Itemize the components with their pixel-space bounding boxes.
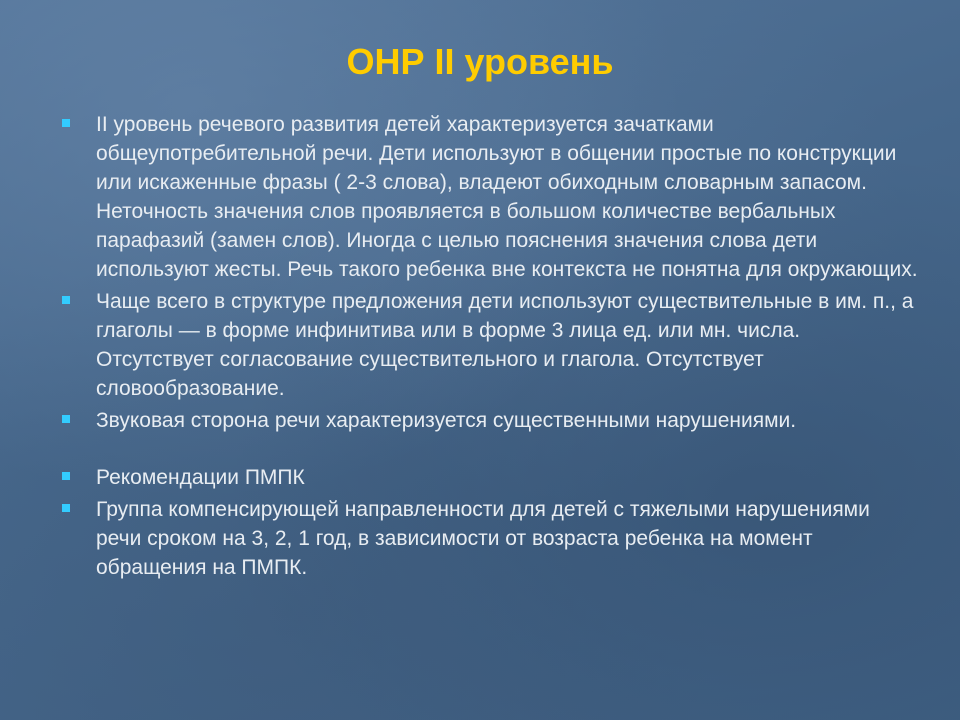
- square-bullet-icon: [62, 415, 70, 423]
- slide-title: ОНР II уровень: [346, 41, 614, 82]
- bullet-text: Группа компенсирующей направленности для детей с тяжелыми нарушениями речи сроком на 3, 2, 1 год, в зависимости от возраста ребенка на момент обращения на ПМПК.: [96, 498, 870, 579]
- bullet-text: II уровень речевого развития детей характеризуется зачатками общеупотребительной речи. Дети используют в общении простые по конструкции или искаженные фразы ( 2-3 слова), владеют обиходным словарным запасом. Неточность значения слов проявляется в большом количестве вербальных парафазий (замен слов). Иногда с целью пояснения значения слова дети используют жесты. Речь такого ребенка вне контекста не понятна для окружающих.: [96, 113, 918, 281]
- square-bullet-icon: [62, 119, 70, 127]
- square-bullet-icon: [62, 472, 70, 480]
- bullet-item: [60, 406, 920, 435]
- square-bullet-icon: [62, 504, 70, 512]
- bullet-text: Рекомендации ПМПК: [96, 466, 305, 489]
- bullet-item: [60, 463, 920, 492]
- bullet-text: Звуковая сторона речи характеризуется существенными нарушениями.: [96, 409, 797, 432]
- bullet-text: Чаще всего в структуре предложения дети используют существительные в им. п., а глаголы — в форме инфинитива или в форме 3 лица ед. или мн. числа. Отсутствует согласование существительного и глагола. Отсутствует словообразование.: [96, 290, 914, 400]
- bullet-item: [60, 287, 920, 403]
- bullet-item: [60, 495, 920, 582]
- bullet-item: [60, 110, 920, 284]
- square-bullet-icon: [62, 296, 70, 304]
- bullet-list: [60, 110, 920, 585]
